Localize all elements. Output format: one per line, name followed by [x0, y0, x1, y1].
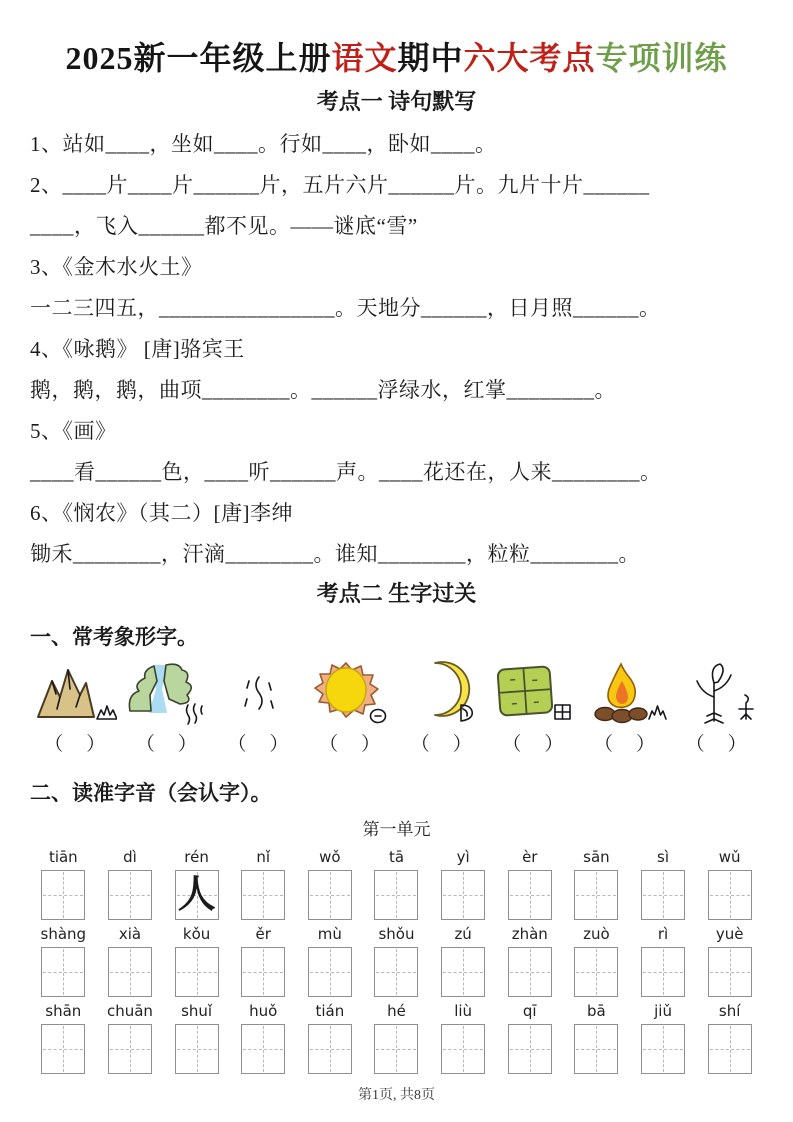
poem-line-7: 鹅，鹅，鹅，曲项________。______浮绿水，红掌________。 [30, 377, 616, 402]
pinyin-label: zú [454, 925, 472, 943]
pinyin-label: zuò [583, 925, 610, 943]
pinyin-cell [363, 847, 430, 920]
unit-title: 第一单元 [362, 820, 431, 839]
pinyin-cell [163, 847, 230, 920]
pinyin-label: liù [454, 1002, 473, 1020]
poem-line-4: 3、《金木水火土》 [30, 254, 203, 279]
pinyin-label: shí [718, 1002, 741, 1020]
writing-box [108, 870, 152, 920]
poem-line-5: 一二三四五，________________。天地分______，日月照______。 [30, 295, 661, 320]
pinyin-cell [430, 924, 497, 997]
pinyin-cell [430, 847, 497, 920]
pictograph-item-campfire [580, 659, 672, 761]
pinyin-label: shuǐ [181, 1002, 213, 1020]
pinyin-cell [696, 1001, 763, 1074]
pinyin-label: ěr [255, 925, 271, 943]
pinyin-cell [563, 1001, 630, 1074]
answer-parens: （ ） [135, 734, 199, 755]
pictograph-heading: 一、常考象形字。 [30, 625, 198, 649]
writing-box [708, 947, 752, 997]
pinyin-cell [696, 924, 763, 997]
writing-box [241, 870, 285, 920]
pictograph-item-water-glyph [213, 659, 305, 761]
pinyin-cell [30, 924, 97, 997]
pinyin-cell [97, 1001, 164, 1074]
pinyin-label: shǒu [378, 925, 415, 943]
writing-box [641, 870, 685, 920]
pinyin-cell [430, 1001, 497, 1074]
pinyin-cell [97, 924, 164, 997]
section2-heading: 考点二 生字过关 [316, 581, 477, 606]
pinyin-cell [230, 847, 297, 920]
poem-line-6: 4、《咏鹅》 [唐]骆宾王 [30, 336, 245, 361]
poem-line-10: 6、《悯农》（其二）[唐]李绅 [30, 500, 293, 525]
pinyin-label: tián [315, 1002, 345, 1020]
pinyin-label: kǒu [182, 925, 211, 943]
pinyin-label: tā [388, 848, 405, 866]
writing-box [308, 947, 352, 997]
title-part-black1: 2025新一年级上册 [65, 40, 332, 76]
pinyin-heading: 二、读准字音（会认字）。 [30, 781, 272, 805]
handwritten-character: 人 [177, 874, 216, 916]
pinyin-label: dì [123, 848, 137, 866]
title-part-red1: 语文 [331, 40, 398, 76]
writing-box-filled [175, 870, 219, 920]
pictograph-row [30, 659, 763, 761]
mountain-drawing [30, 659, 122, 725]
ancient-tian-glyph [555, 705, 570, 719]
writing-box [441, 1024, 485, 1074]
writing-box [374, 1024, 418, 1074]
pinyin-cell [496, 847, 563, 920]
writing-box [41, 1024, 85, 1074]
pinyin-cell [696, 847, 763, 920]
pinyin-cell [163, 1001, 230, 1074]
answer-parens: （ ） [594, 734, 658, 755]
pinyin-cell [496, 924, 563, 997]
answer-parens: （ ） [44, 734, 108, 755]
answer-parens: （ ） [502, 734, 566, 755]
pinyin-label: nǐ [256, 848, 271, 866]
writing-box [108, 947, 152, 997]
writing-box [708, 870, 752, 920]
poem-line-9: ____看______色，____听______声。____花还在，人来________。 [30, 459, 662, 484]
pinyin-label: mù [317, 925, 342, 943]
pinyin-cell [297, 1001, 364, 1074]
answer-parens: （ ） [410, 734, 474, 755]
pinyin-row-2 [30, 924, 763, 997]
pictograph-item-mountain [30, 659, 122, 761]
pinyin-label: wǒ [319, 848, 341, 866]
pinyin-label: huǒ [249, 1002, 278, 1020]
pictograph-item-sun [305, 659, 397, 761]
ancient-chuan-glyph [187, 704, 203, 724]
seedling-drawing [671, 659, 763, 725]
writing-box [241, 1024, 285, 1074]
pinyin-label: zhàn [511, 925, 548, 943]
pinyin-cell [630, 1001, 697, 1074]
writing-box [574, 947, 618, 997]
pinyin-label: hé [387, 1002, 406, 1020]
pinyin-label: bā [587, 1002, 606, 1020]
pinyin-label: sān [583, 848, 610, 866]
pinyin-label: yì [456, 848, 470, 866]
pinyin-cell [363, 1001, 430, 1074]
writing-box [374, 870, 418, 920]
pinyin-cell [30, 1001, 97, 1074]
poem-line-1: 1、站如____，坐如____。行如____，卧如____。 [30, 131, 497, 156]
field-drawing [488, 659, 580, 725]
pinyin-label: èr [522, 848, 538, 866]
page-title [30, 34, 763, 82]
writing-box [441, 947, 485, 997]
waterfall-drawing [122, 659, 214, 725]
poem-line-3: ____，飞入______都不见。——谜底“雪” [30, 213, 418, 238]
writing-box [441, 870, 485, 920]
ancient-huo-glyph [649, 706, 666, 719]
pinyin-label: xià [118, 925, 142, 943]
pinyin-label: wǔ [718, 848, 741, 866]
pinyin-cell [230, 1001, 297, 1074]
writing-box [508, 870, 552, 920]
pinyin-cell [30, 847, 97, 920]
pinyin-cell [363, 924, 430, 997]
pinyin-cell [563, 847, 630, 920]
writing-box [108, 1024, 152, 1074]
title-part-green: 专项训练 [595, 40, 728, 76]
poem-section [30, 122, 763, 573]
pictograph-item-waterfall [122, 659, 214, 761]
pictograph-item-seedling [671, 659, 763, 761]
pinyin-cell [496, 1001, 563, 1074]
pinyin-label: rì [657, 925, 669, 943]
writing-box [708, 1024, 752, 1074]
ancient-shan-glyph [97, 706, 117, 719]
title-part-red2: 六大考点 [463, 40, 596, 76]
writing-box [508, 947, 552, 997]
pinyin-cell [630, 847, 697, 920]
pinyin-row-3 [30, 1001, 763, 1074]
pinyin-label: shān [45, 1002, 82, 1020]
pinyin-label: shàng [40, 925, 87, 943]
writing-box [308, 870, 352, 920]
ancient-ri-glyph [370, 710, 385, 723]
pictograph-item-moon [397, 659, 489, 761]
pinyin-label: rén [184, 848, 209, 866]
answer-parens: （ ） [319, 734, 383, 755]
pictograph-item-field [488, 659, 580, 761]
moon-drawing [397, 659, 489, 725]
section1-heading: 考点一 诗句默写 [316, 89, 477, 114]
pinyin-cell [163, 924, 230, 997]
writing-box [508, 1024, 552, 1074]
campfire-drawing [580, 659, 672, 725]
pinyin-cell [563, 924, 630, 997]
pinyin-label: jiǔ [654, 1002, 672, 1020]
writing-box [175, 947, 219, 997]
poem-line-2: 2、____片____片______片，五片六片______片。九片十片______ [30, 172, 650, 197]
writing-box [41, 870, 85, 920]
title-part-black2: 期中 [397, 40, 464, 76]
pinyin-cell [297, 924, 364, 997]
writing-box [41, 947, 85, 997]
poem-line-11: 锄禾________，汗滴________。谁知________，粒粒________。 [30, 541, 640, 566]
sun-drawing [305, 659, 397, 725]
pinyin-cell [297, 847, 364, 920]
writing-box [175, 1024, 219, 1074]
ancient-water-glyph [213, 659, 305, 725]
writing-box [241, 947, 285, 997]
pinyin-label: chuān [106, 1002, 153, 1020]
pinyin-label: sì [657, 848, 670, 866]
ancient-he-glyph [739, 695, 753, 719]
writing-box [641, 947, 685, 997]
writing-box [574, 1024, 618, 1074]
writing-box [574, 870, 618, 920]
writing-box [641, 1024, 685, 1074]
pinyin-cell [97, 847, 164, 920]
writing-box [374, 947, 418, 997]
pinyin-row-1 [30, 847, 763, 920]
poem-line-8: 5、《画》 [30, 418, 117, 443]
writing-box [308, 1024, 352, 1074]
pinyin-cell [230, 924, 297, 997]
pinyin-label: tiān [48, 848, 78, 866]
answer-parens: （ ） [227, 734, 291, 755]
pinyin-label: qī [522, 1002, 537, 1020]
pinyin-cell [630, 924, 697, 997]
page-number-footer: 第1页, 共8页 [358, 1088, 435, 1103]
pinyin-label: yuè [715, 925, 744, 943]
answer-parens: （ ） [685, 734, 749, 755]
